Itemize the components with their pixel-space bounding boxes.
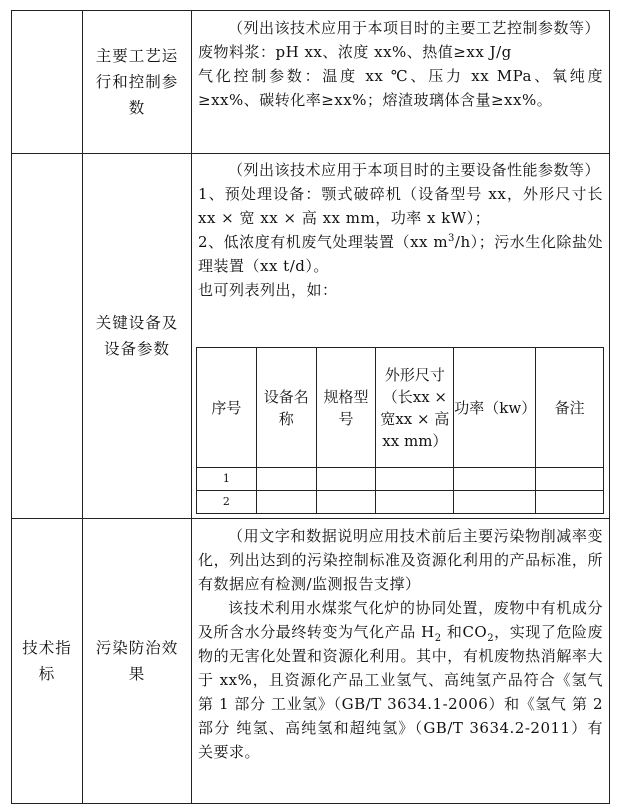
column-divider-1 xyxy=(82,10,83,804)
header-serial-no: 序号 xyxy=(197,348,257,468)
equipment-list-table xyxy=(196,347,604,514)
cell-serial: 1 xyxy=(197,468,257,491)
cell-remarks xyxy=(536,468,604,491)
column-divider-2 xyxy=(191,10,192,804)
pollution-control-label: 污染防治效果 xyxy=(95,638,179,683)
key-equipment-content: （列出该技术应用于本项目时的主要设备性能参数等） 1、预处理设备：颚式破碎机（设备型号 xx，外形尺寸长 xx × 宽 xx × 高 xx mm，功率 x kW）； 2、低浓度有机废气处理装置（xx $m^3/h$）；污水生化除盐处理装置（xx t/d）。 也可列表列出，如： xyxy=(198,161,603,299)
cell-dimensions xyxy=(376,491,454,514)
cell-model xyxy=(316,491,376,514)
header-dimensions: 外形尺寸（长xx × 宽xx × 高xx mm） xyxy=(376,348,454,468)
cell-dimensions xyxy=(376,468,454,491)
wastewater-item: 2、低浓度有机废气处理装置（xx $m^3/h$）；污水生化除盐处理装置（xx t/d）。 xyxy=(198,233,603,275)
cell-power xyxy=(454,491,536,514)
table-row xyxy=(197,468,604,491)
process-params-label: 主要工艺运行和控制参数 xyxy=(95,46,179,117)
table-border-left xyxy=(11,10,12,804)
process-params-content: （列出该技术应用于本项目时的主要工艺控制参数等） 废物料浆：pH xx、浓度 xx%、热值≥xx J/g 气化控制参数：温度 xx ℃、压力 xx MPa、氧纯度≥xx%、碳转化率≥xx%；熔渣玻璃体含量≥xx%。 xyxy=(198,19,603,109)
cell-remarks xyxy=(536,491,604,514)
table-row xyxy=(197,491,604,514)
header-remarks: 备注 xyxy=(536,348,604,468)
cell-name xyxy=(256,468,316,491)
header-power: 功率（kw） xyxy=(454,348,536,468)
pollution-control-paragraph: 该技术利用水煤浆气化炉的协同处置，废物中有机成分及所含水分最终转变为气化产品 $H_2$ 和$CO_2$，实现了危险废物的无害化处置和资源化利用。其中，有机废物热消解率大于 xx%，且资源化产品工业氢气、高纯氢产品符合《氢气 第 1 部分 工业氢》（GB/T 3634.1-2006）和《氢气 第 2 部分 纯氢、高纯氢和超纯氢》（GB/T 3634.2-2011）有关要求。 xyxy=(198,599,603,761)
cell-name xyxy=(256,491,316,514)
tech-indicator-label: 技术指标 xyxy=(22,638,72,683)
cell-model xyxy=(316,468,376,491)
header-spec-model: 规格型号 xyxy=(316,348,376,468)
table-border-right xyxy=(609,10,610,804)
key-equipment-label: 关键设备及设备参数 xyxy=(95,313,179,358)
pollution-control-content: （用文字和数据说明应用技术前后主要污染物削减率变化，列出达到的污染控制标准及资源化利用的产品标准，所有数据应有检测/监测报告支撑） 该技术利用水煤浆气化炉的协同处置，废物中有机成分及所含水分最终转变为气化产品 $H_2$ 和$CO_2$，实现了危险废物的无害化处置和资源化利用。其中，有机废物热消解率大于 xx%，且资源化产品工业氢气、高纯氢产品符合《氢气 第 1 部分 工业氢》（GB/T 3634.1-2006）和《氢气 第 2 部分 纯氢、高纯氢和超纯氢》（GB/T 3634.2-2011）有关要求。 xyxy=(198,524,603,764)
table-border-bottom xyxy=(11,803,609,804)
header-equipment-name: 设备名称 xyxy=(256,348,316,468)
cell-power xyxy=(454,468,536,491)
equipment-header-row xyxy=(197,348,604,468)
cell-serial: 2 xyxy=(197,491,257,514)
